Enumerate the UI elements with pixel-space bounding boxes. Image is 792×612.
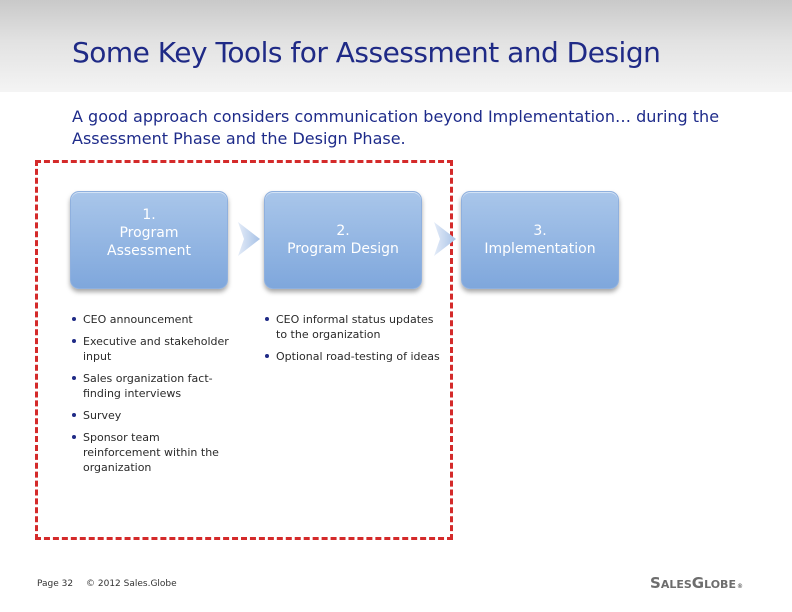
list-item: Sales organization fact-finding interviews — [71, 371, 236, 401]
list-item: Sponsor team reinforcement within the organization — [71, 430, 236, 475]
page-number: Page 32 — [37, 579, 74, 589]
list-item: Survey — [71, 408, 236, 423]
salesglobe-logo — [650, 574, 743, 596]
list-item: CEO announcement — [71, 312, 236, 327]
phase-2-label: 2. Program Design — [287, 223, 399, 257]
phase-1-box — [70, 191, 228, 289]
page-title: Some Key Tools for Assessment and Design — [72, 36, 661, 69]
phase-2-box — [264, 191, 422, 289]
logo-letters: LOBE — [704, 578, 736, 591]
intro-text: A good approach considers communication beyond Implementation… during the Assessment Phase and the Design Phase. — [72, 107, 720, 148]
chevron-right-icon — [238, 222, 260, 256]
logo-letter: G — [691, 574, 705, 592]
copyright-text: © 2012 Sales.Globe — [86, 579, 177, 589]
logo-letters: ALES — [660, 578, 692, 591]
design-bullet-list — [264, 312, 444, 371]
phase-3-box — [461, 191, 619, 289]
list-item: Optional road-testing of ideas — [264, 349, 444, 364]
list-item: Executive and stakeholder input — [71, 334, 236, 364]
registered-mark: ® — [736, 583, 743, 590]
phase-1-label: 1. Program Assessment — [107, 207, 191, 259]
list-item: CEO informal status updates to the organization — [264, 312, 444, 342]
logo-letter: S — [650, 574, 661, 592]
phase-3-label: 3. Implementation — [484, 223, 596, 257]
chevron-right-icon — [434, 222, 456, 256]
assessment-bullet-list — [71, 312, 236, 482]
